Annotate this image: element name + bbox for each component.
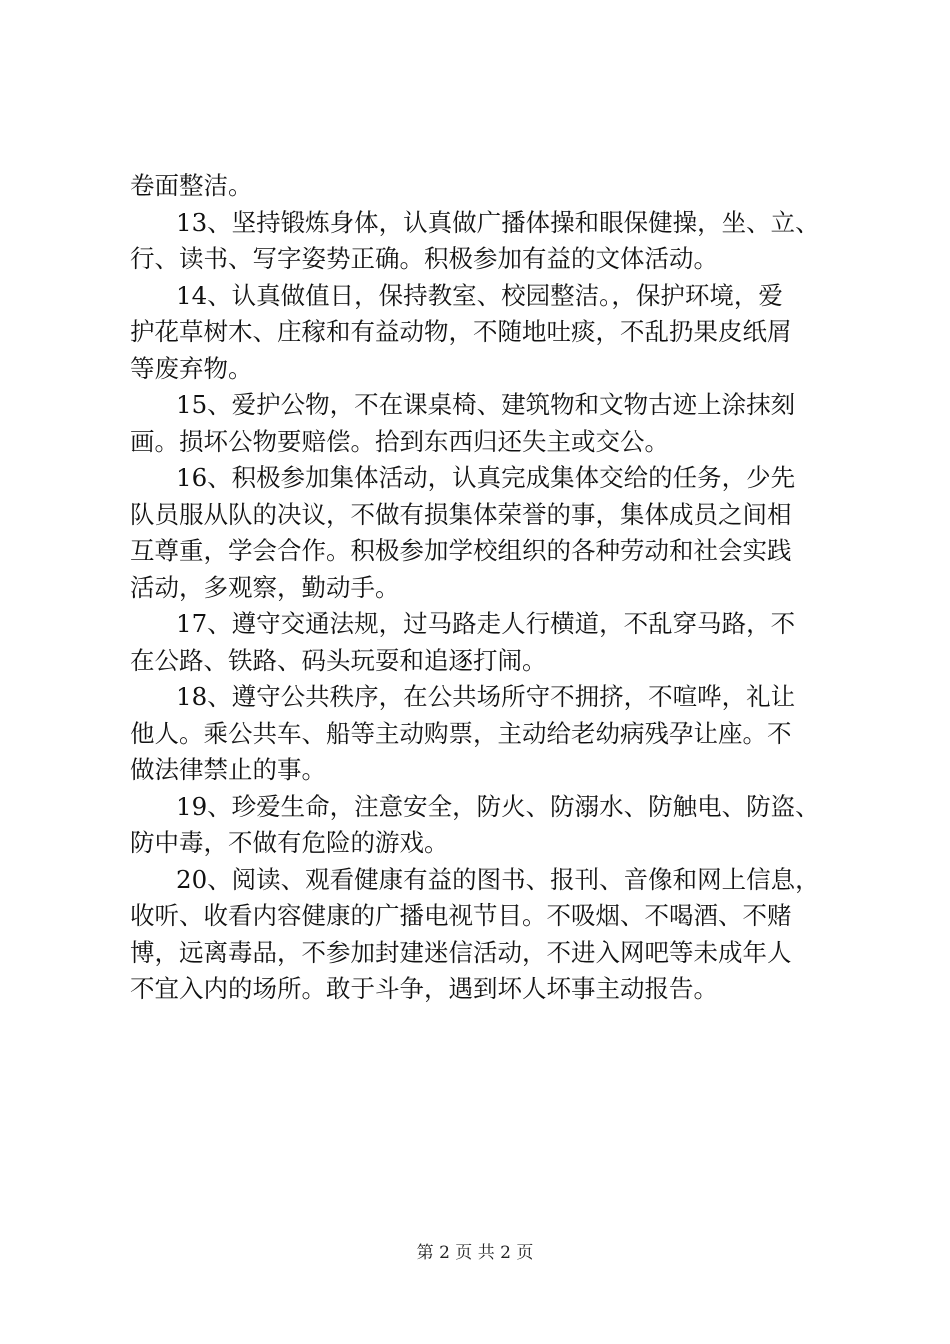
text-line: 做法律禁止的事。	[130, 755, 326, 784]
text-line: 防中毒，不做有危险的游戏。	[130, 828, 449, 857]
text-line: 护花草树木、庄稼和有益动物，不随地吐痰，不乱扔果皮纸屑	[130, 317, 792, 346]
text-line: 在公路、铁路、码头玩耍和追逐打闹。	[130, 645, 547, 675]
text-line: 互尊重，学会合作。积极参加学校组织的各种劳动和社会实践	[130, 536, 792, 565]
text-line: 20、阅读、观看健康有益的图书、报刊、音像和网上信息，	[176, 864, 820, 894]
text-line: 行、读书、写字姿势正确。积极参加有益的文体活动。	[130, 244, 718, 273]
text-line: 17、遵守交通法规，过马路走人行横道，不乱穿马路，不	[176, 609, 796, 638]
text-line: 16、积极参加集体活动，认真完成集体交给的任务，少先	[176, 463, 796, 492]
text-line: 卷面整洁。	[130, 171, 253, 200]
document-body	[130, 168, 850, 1008]
text-line: 19、珍爱生命，注意安全，防火、防溺水、防触电、防盗、	[176, 791, 820, 821]
text-line: 博，远离毒品，不参加封建迷信活动，不进入网吧等未成年人	[130, 937, 792, 967]
text-line: 收听、收看内容健康的广播电视节目。不吸烟、不喝酒、不赌	[130, 901, 792, 930]
text-line: 等废弃物。	[130, 353, 253, 383]
text-line: 13、坚持锻炼身体，认真做广播体操和眼保健操，坐、立、	[176, 207, 820, 237]
page-number-footer: 第 2 页 共 2 页	[416, 1243, 534, 1263]
text-line: 15、爱护公物，不在课桌椅、建筑物和文物古迹上涂抹刻	[176, 390, 796, 419]
text-line: 18、遵守公共秩序，在公共场所守不拥挤，不喧哗，礼让	[176, 682, 796, 711]
text-line: 他人。乘公共车、船等主动购票，主动给老幼病残孕让座。不	[130, 718, 792, 748]
text-line: 14、认真做值日，保持教室、校园整洁。，保护环境，爱	[176, 280, 783, 310]
text-line: 画。损坏公物要赔偿。拾到东西归还失主或交公。	[130, 426, 669, 456]
text-line: 不宜入内的场所。敢于斗争，遇到坏人坏事主动报告。	[130, 974, 718, 1003]
text-line: 队员服从队的决议，不做有损集体荣誉的事，集体成员之间相	[130, 499, 792, 529]
text-line: 活动，多观察，勤动手。	[130, 572, 400, 602]
